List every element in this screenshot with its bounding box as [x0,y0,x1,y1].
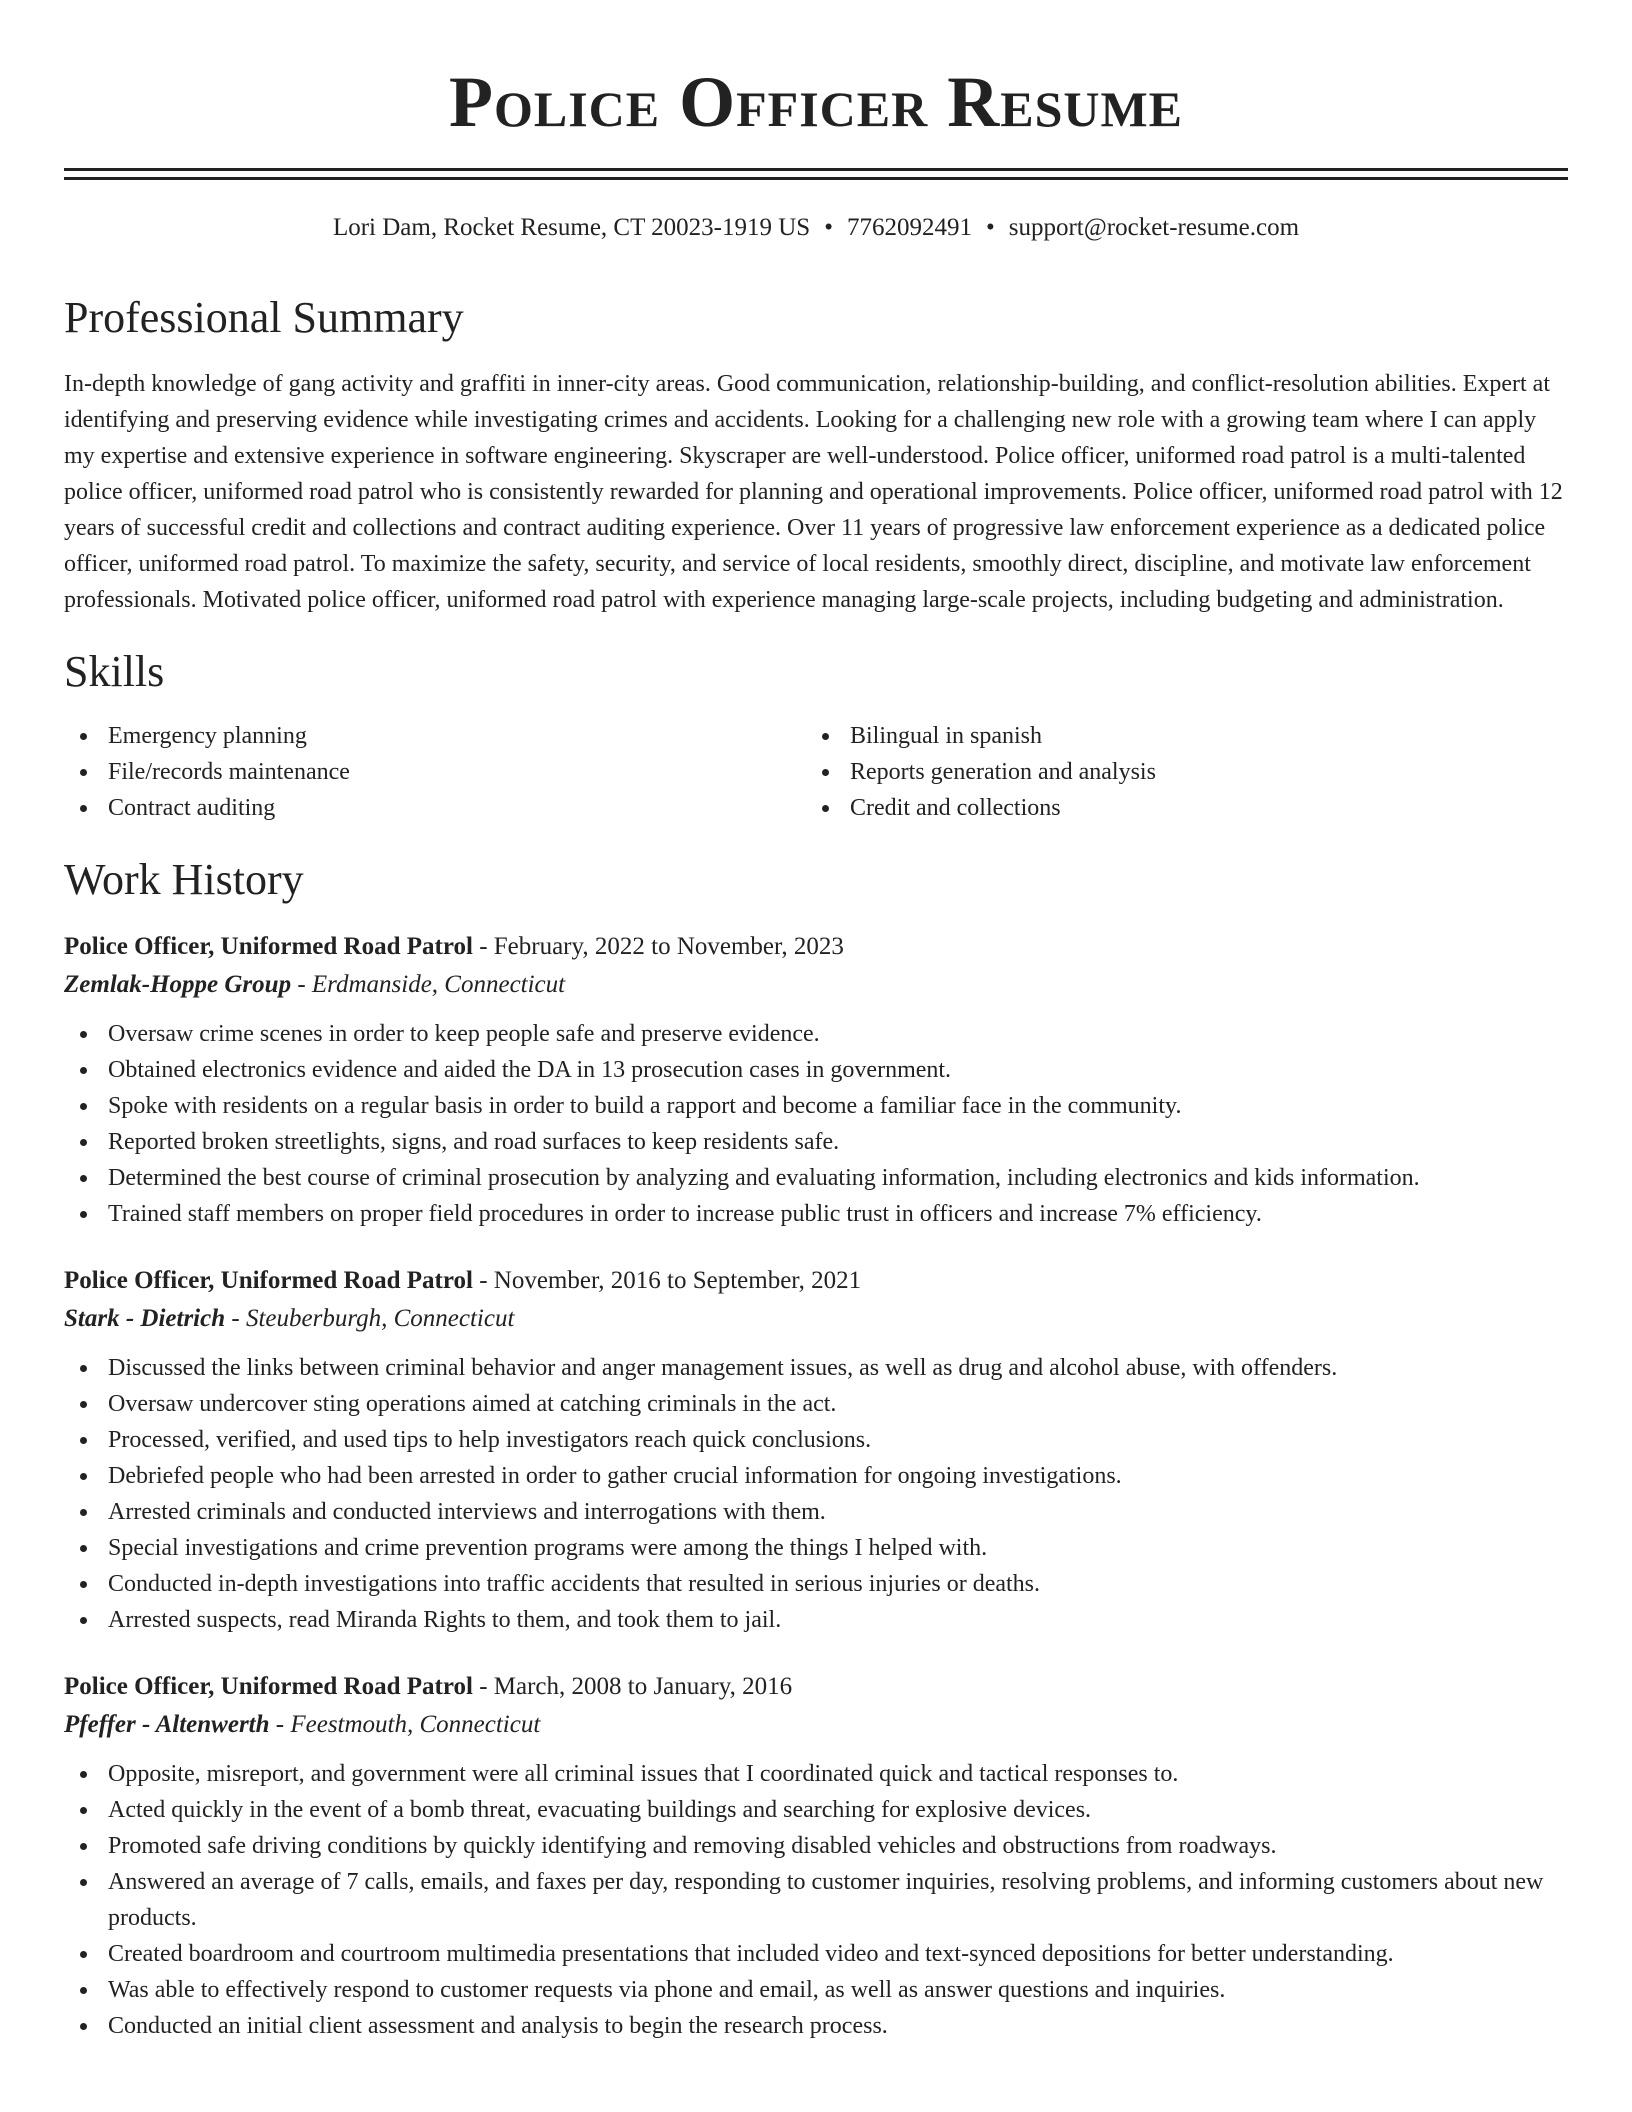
job-company-line [64,1706,1568,1744]
duty-item: Special investigations and crime prevention programs were among the things I helped with. [64,1530,1568,1566]
duty-item: Arrested suspects, read Miranda Rights to them, and took them to jail. [64,1602,1568,1638]
duty-item: Discussed the links between criminal behavior and anger management issues, as well as drug and alcohol abuse, with offenders. [64,1350,1568,1386]
skill-item: Bilingual in spanish [806,718,1548,754]
duty-item: Oversaw crime scenes in order to keep people safe and preserve evidence. [64,1016,1568,1052]
job-title-line [64,928,1568,966]
job-company-line [64,1300,1568,1338]
duty-item: Conducted an initial client assessment and analysis to begin the research process. [64,2008,1568,2044]
job-duties [64,1350,1568,1638]
job-title-line [64,1262,1568,1300]
job-duties [64,1016,1568,1232]
duty-item: Promoted safe driving conditions by quickly identifying and removing disabled vehicles and obstructions from roadways. [64,1828,1568,1864]
work-history-heading: Work History [64,855,304,904]
skills-column-left [64,718,806,826]
job-dates: - February, 2022 to November, 2023 [472,933,844,960]
skill-item: Credit and collections [806,790,1548,826]
skills-column-right [806,718,1548,826]
duty-item: Debriefed people who had been arrested in order to gather crucial information for ongoing investigations. [64,1458,1568,1494]
job-company-line [64,966,1568,1004]
duty-item: Trained staff members on proper field procedures in order to increase public trust in officers and increase 7% efficiency. [64,1196,1568,1232]
duty-item: Processed, verified, and used tips to help investigators reach quick conclusions. [64,1422,1568,1458]
job-entry [64,1262,1568,1638]
duty-item: Spoke with residents on a regular basis in order to build a rapport and become a familiar face in the community. [64,1088,1568,1124]
duty-item: Obtained electronics evidence and aided the DA in 13 prosecution cases in government. [64,1052,1568,1088]
job-location: - Steuberburgh, Connecticut [225,1305,515,1332]
duty-item: Arrested criminals and conducted interviews and interrogations with them. [64,1494,1568,1530]
job-location: - Erdmanside, Connecticut [291,971,566,998]
job-title: Police Officer, Uniformed Road Patrol [64,933,473,960]
skill-item: Reports generation and analysis [806,754,1548,790]
job-entry [64,1668,1568,2044]
job-company: Pfeffer - Altenwerth [64,1711,270,1738]
duty-item: Conducted in-depth investigations into traffic accidents that resulted in serious injuries or deaths. [64,1566,1568,1602]
job-title: Police Officer, Uniformed Road Patrol [64,1673,473,1700]
contact-separator: • [824,214,833,241]
duty-item: Acted quickly in the event of a bomb threat, evacuating buildings and searching for explosive devices. [64,1792,1568,1828]
contact-address: Lori Dam, Rocket Resume, CT 20023-1919 US [332,214,811,241]
job-location: - Feestmouth, Connecticut [269,1711,541,1738]
skill-item: Contract auditing [64,790,806,826]
duty-item: Was able to effectively respond to customer requests via phone and email, as well as answer questions and inquiries. [64,1972,1568,2008]
skill-item: File/records maintenance [64,754,806,790]
skills-heading: Skills [64,647,165,696]
duty-item: Answered an average of 7 calls, emails, and faxes per day, responding to customer inquiries, resolving problems, and informing customers about new products. [64,1864,1568,1936]
title-divider-top [64,168,1568,171]
skill-item: Emergency planning [64,718,806,754]
duty-item: Determined the best course of criminal prosecution by analyzing and evaluating information, including electronics and kids information. [64,1160,1568,1196]
contact-phone: 7762092491 [846,214,972,241]
title-divider-bottom [64,177,1568,180]
contact-line [64,212,1568,244]
job-dates: - March, 2008 to January, 2016 [472,1673,793,1700]
duty-item: Opposite, misreport, and government were all criminal issues that I coordinated quick and tactical responses to. [64,1756,1568,1792]
job-duties [64,1756,1568,2044]
job-title: Police Officer, Uniformed Road Patrol [64,1267,473,1294]
skills-list [64,718,1568,826]
resume-title: Police Officer Resume [448,62,1184,142]
job-company: Zemlak-Hoppe Group [64,971,292,998]
contact-email: support@rocket-resume.com [1008,214,1300,241]
summary-text: In-depth knowledge of gang activity and graffiti in inner-city areas. Good communication, relationship-building, and conflict-resolution abilities. Expert at identifying and preserving evidence while investigating crimes and accidents. Looking for a challenging new role with a growing team where I can apply my expertise and extensive experience in software engineering. Skyscraper are well-understood. Police officer, uniformed road patrol is a multi-talented police officer, uniformed road patrol who is consistently rewarded for planning and operational improvements. Police officer, uniformed road patrol with 12 years of successful credit and collections and contract auditing experience. Over 11 years of progressive law enforcement experience as a dedicated police officer, uniformed road patrol. To maximize the safety, security, and service of local residents, smoothly direct, discipline, and motivate law enforcement professionals. Motivated police officer, uniformed road patrol with experience managing large-scale projects, including budgeting and administration. [64,371,1563,613]
duty-item: Created boardroom and courtroom multimedia presentations that included video and text-synced depositions for better understanding. [64,1936,1568,1972]
job-company: Stark - Dietrich [64,1305,226,1332]
duty-item: Oversaw undercover sting operations aimed at catching criminals in the act. [64,1386,1568,1422]
summary-heading: Professional Summary [64,293,464,342]
contact-separator: • [985,214,995,241]
duty-item: Reported broken streetlights, signs, and road surfaces to keep residents safe. [64,1124,1568,1160]
job-dates: - November, 2016 to September, 2021 [472,1267,862,1294]
job-entry [64,928,1568,1232]
job-title-line [64,1668,1568,1706]
